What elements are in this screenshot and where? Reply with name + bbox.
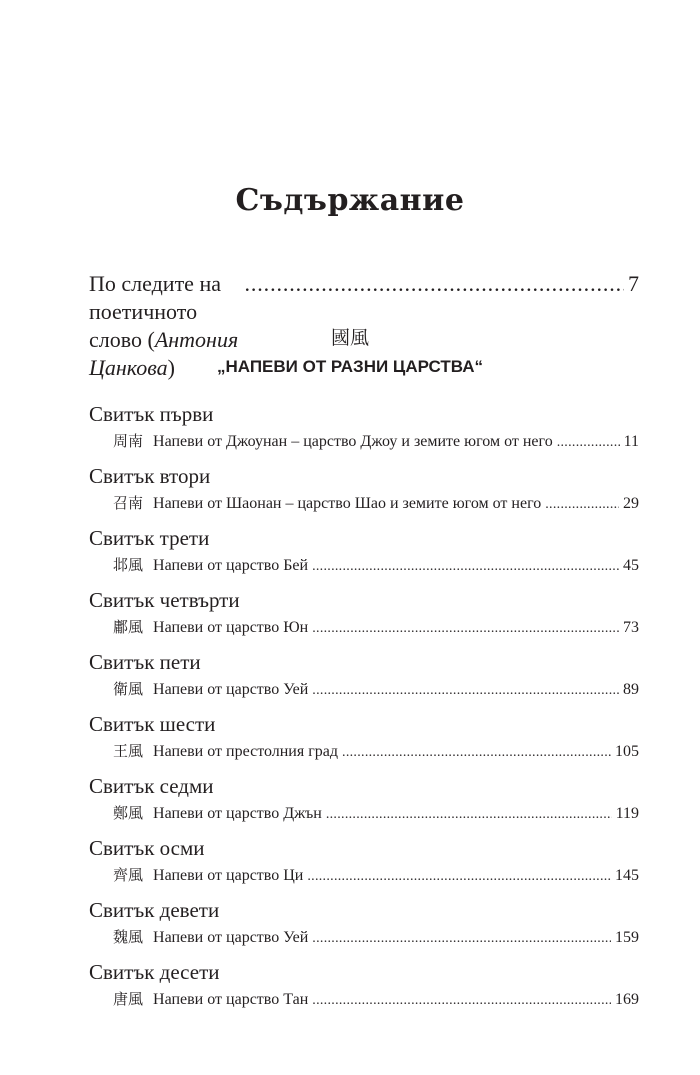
dot-leader (557, 431, 620, 454)
dot-leader (312, 989, 611, 1012)
page-title: Съдържание (235, 183, 465, 218)
entry-description: Напеви от Джоунан – царство Джоу и земите югом от него (153, 433, 553, 450)
dot-leader (312, 927, 611, 950)
page-number: 169 (615, 991, 639, 1008)
toc-scroll (89, 897, 639, 959)
toc-entry[interactable] (113, 740, 639, 764)
page-number: 145 (615, 867, 639, 884)
dot-leader (244, 270, 624, 298)
cjk-label: 召南 (113, 494, 144, 512)
scroll-title: Свитък пети (89, 650, 201, 674)
dot-leader (312, 679, 619, 702)
intro-author: Антония Цанкова (89, 327, 239, 380)
page-number: 89 (623, 681, 639, 698)
dot-leader (342, 741, 611, 764)
page-number: 29 (623, 495, 639, 512)
scroll-list (89, 401, 639, 1021)
toc-scroll (89, 711, 639, 773)
toc-scroll (89, 401, 639, 463)
toc-scroll (89, 463, 639, 525)
toc-entry[interactable] (113, 864, 639, 888)
scroll-title: Свитък първи (89, 402, 214, 426)
section-title: „НАПЕВИ ОТ РАЗНИ ЦАРСТВА“ (217, 357, 483, 376)
toc-scroll (89, 835, 639, 897)
section-heading (0, 326, 700, 378)
toc-scroll (89, 959, 639, 1021)
entry-description: Напеви от царство Бей (153, 557, 309, 574)
page-number: 73 (623, 619, 639, 636)
scroll-title: Свитък втори (89, 464, 211, 488)
entry-description: Напеви от царство Ци (153, 867, 304, 884)
cjk-label: 唐風 (113, 990, 144, 1008)
page-number: 119 (615, 805, 639, 822)
scroll-title: Свитък четвърти (89, 588, 240, 612)
dot-leader (326, 803, 612, 826)
toc-entry[interactable] (113, 926, 639, 950)
entry-description: Напеви от царство Юн (153, 619, 309, 636)
page-number: 105 (615, 743, 639, 760)
cjk-label: 王風 (113, 742, 144, 760)
cjk-label: 鄭風 (113, 804, 144, 822)
toc-scroll (89, 587, 639, 649)
page-number: 159 (615, 929, 639, 946)
entry-description: Напеви от царство Тан (153, 991, 309, 1008)
toc-entry[interactable] (113, 678, 639, 702)
cjk-label: 周南 (113, 432, 144, 450)
scroll-title: Свитък осми (89, 836, 205, 860)
section-cjk-title: 國風 (330, 327, 369, 349)
dot-leader (312, 617, 619, 640)
cjk-label: 邶風 (113, 556, 144, 574)
scroll-title: Свитък трети (89, 526, 210, 550)
scroll-title: Свитък десети (89, 960, 220, 984)
page-number: 45 (623, 557, 639, 574)
cjk-label: 衛風 (113, 680, 144, 698)
toc-entry[interactable] (113, 802, 639, 826)
toc-entry[interactable] (113, 616, 639, 640)
entry-description: Напеви от Шаонан – царство Шао и земите югом от него (153, 495, 542, 512)
scroll-title: Свитък девети (89, 898, 220, 922)
toc-scroll (89, 525, 639, 587)
entry-description: Напеви от царство Уей (153, 929, 309, 946)
entry-description: Напеви от царство Уей (153, 681, 309, 698)
entry-description: Напеви от царство Джън (153, 805, 322, 822)
cjk-label: 魏風 (113, 928, 144, 946)
intro-text: По следите на поетичното слово (Антония Цанкова) (89, 271, 239, 380)
dot-leader (312, 555, 619, 578)
toc-entry[interactable] (113, 554, 639, 578)
page-number: 11 (623, 433, 639, 450)
entry-description: Напеви от престолния град (153, 743, 339, 760)
toc-entry[interactable] (113, 988, 639, 1012)
toc-entry[interactable] (113, 430, 639, 454)
toc-entry[interactable] (113, 492, 639, 516)
page-number: 7 (628, 271, 639, 296)
dot-leader (307, 865, 611, 888)
cjk-label: 齊風 (113, 866, 144, 884)
toc-scroll (89, 649, 639, 711)
scroll-title: Свитък седми (89, 774, 214, 798)
cjk-label: 鄘風 (113, 618, 144, 636)
scroll-title: Свитък шести (89, 712, 216, 736)
dot-leader (545, 493, 619, 516)
toc-scroll (89, 773, 639, 835)
